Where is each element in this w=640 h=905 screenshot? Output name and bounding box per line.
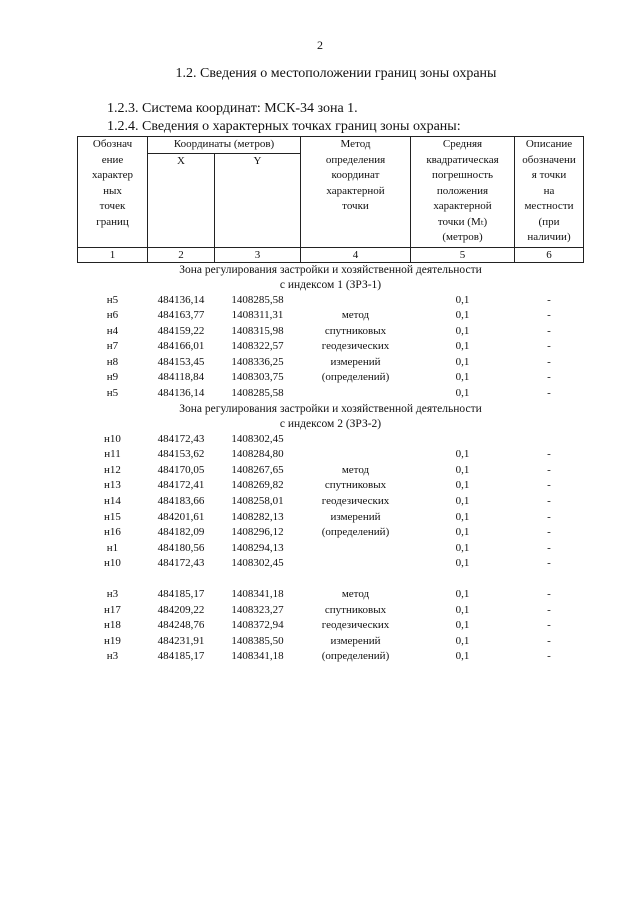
table-row xyxy=(78,386,584,402)
cell-y: 1408311,31 xyxy=(231,309,284,322)
cell-e: 0,1 xyxy=(455,557,470,570)
header-line: характерной xyxy=(326,184,385,197)
cell-m: метод xyxy=(341,309,370,322)
cell-x: 484185,17 xyxy=(157,650,205,663)
cell-m: спутниковых xyxy=(324,479,387,492)
header-line: характерной xyxy=(433,200,492,212)
table-row xyxy=(78,308,584,324)
cell-p: н7 xyxy=(106,340,119,353)
cell-e: 0,1 xyxy=(455,619,470,632)
header-line: определения xyxy=(325,153,386,166)
cell-m xyxy=(301,293,411,309)
header-coordinates: Координаты (метров) xyxy=(148,137,301,154)
cell-p: н1 xyxy=(106,541,119,554)
cell-x: 484209,22 xyxy=(157,603,205,616)
table-row xyxy=(78,478,584,494)
table-row xyxy=(78,432,584,448)
cell-m: метод xyxy=(341,588,370,600)
cell-y: 1408323,27 xyxy=(231,603,284,616)
cell-d: - xyxy=(547,340,551,353)
table-row xyxy=(78,634,584,650)
cell-d: - xyxy=(547,495,551,508)
cell-p: н8 xyxy=(106,355,119,368)
cell-y: 1408341,18 xyxy=(231,650,284,663)
cell-d: - xyxy=(547,448,551,461)
cell-e: 0,1 xyxy=(455,510,470,523)
header-description xyxy=(515,137,584,248)
header-line: координат xyxy=(331,169,380,181)
table-row xyxy=(78,541,584,557)
cell-p: н10 xyxy=(104,557,121,570)
cell-d: - xyxy=(547,541,551,554)
table-row xyxy=(78,293,584,309)
table-row xyxy=(78,494,584,510)
cell-x: 484172,41 xyxy=(157,479,205,492)
boundary-points-table xyxy=(77,136,584,665)
cell-p: н6 xyxy=(106,309,119,322)
header-point-designation xyxy=(78,137,148,248)
table-row xyxy=(78,556,584,572)
cell-p: н5 xyxy=(106,293,119,306)
cell-y: 1408372,94 xyxy=(231,619,284,632)
cell-e: 0,1 xyxy=(455,588,470,600)
zone-title: с индексом 2 (ЗРЗ-2) xyxy=(279,417,382,430)
cell-y: 1408341,18 xyxy=(231,588,284,600)
cell-d: - xyxy=(547,557,551,570)
cell-p: н5 xyxy=(106,387,119,400)
cell-e xyxy=(411,432,515,448)
header-line: на xyxy=(543,184,555,197)
cell-y: 1408294,13 xyxy=(231,541,284,554)
table-row xyxy=(78,618,584,634)
column-number: 3 xyxy=(215,247,301,262)
cell-p: н18 xyxy=(104,619,121,632)
cell-x: 484180,56 xyxy=(157,541,205,554)
column-number: 6 xyxy=(515,247,584,262)
header-line: ение xyxy=(101,153,124,166)
cell-e: 0,1 xyxy=(455,340,470,353)
cell-e: 0,1 xyxy=(455,293,470,306)
page-number: 2 xyxy=(317,38,323,52)
cell-p: н12 xyxy=(104,463,121,476)
cell-d: - xyxy=(547,619,551,632)
cell-d: - xyxy=(547,479,551,492)
cell-e: 0,1 xyxy=(455,541,470,554)
cell-y: 1408315,98 xyxy=(231,324,284,337)
cell-p: н15 xyxy=(104,510,121,523)
cell-y: 1408385,50 xyxy=(231,634,284,647)
cell-d: - xyxy=(547,309,551,322)
cell-p: н17 xyxy=(104,603,121,616)
cell-e: 0,1 xyxy=(455,479,470,492)
cell-m: метод xyxy=(341,463,370,476)
cell-d: - xyxy=(547,463,551,476)
cell-y: 1408267,65 xyxy=(231,463,284,476)
table-row xyxy=(78,447,584,463)
cell-p: н13 xyxy=(104,479,121,492)
section-title: 1.2. Сведения о местоположении границ зоны охраны xyxy=(175,66,497,81)
cell-x: 484231,91 xyxy=(157,634,205,647)
cell-e: 0,1 xyxy=(455,650,470,663)
cell-m: (определений) xyxy=(321,371,390,384)
table-row xyxy=(78,510,584,526)
cell-x: 484183,66 xyxy=(157,495,205,508)
cell-p: н3 xyxy=(106,588,119,600)
header-line: Описание xyxy=(525,138,573,150)
cell-y: 1408322,57 xyxy=(231,340,284,353)
header-line: характер xyxy=(91,169,133,181)
cell-m xyxy=(301,432,411,448)
cell-x: 484136,14 xyxy=(157,387,205,400)
cell-m: геодезических xyxy=(321,619,390,632)
cell-y: 1408282,13 xyxy=(231,510,284,523)
cell-y: 1408269,82 xyxy=(231,479,284,492)
cell-m: измерений xyxy=(330,510,381,523)
cell-d: - xyxy=(547,387,551,400)
header-line: точек xyxy=(99,200,126,212)
cell-y: 1408336,25 xyxy=(231,355,284,368)
cell-e: 0,1 xyxy=(455,355,470,368)
cell-x: 484159,22 xyxy=(157,324,205,337)
header-line: (метров) xyxy=(442,231,483,243)
cell-x: 484185,17 xyxy=(157,588,205,600)
cell-p: н14 xyxy=(104,495,121,508)
zone-title: с индексом 1 (ЗРЗ-1) xyxy=(279,278,382,291)
cell-p: н19 xyxy=(104,634,121,647)
table-row xyxy=(78,370,584,386)
cell-m: спутниковых xyxy=(324,603,387,616)
cell-e: 0,1 xyxy=(455,603,470,616)
cell-x: 484136,14 xyxy=(157,293,205,306)
cell-m: (определений) xyxy=(321,650,390,663)
cell-e: 0,1 xyxy=(455,371,470,384)
cell-e: 0,1 xyxy=(455,526,470,539)
cell-d xyxy=(515,432,584,448)
cell-x: 484248,76 xyxy=(157,619,205,632)
cell-e: 0,1 xyxy=(455,324,470,337)
column-number: 5 xyxy=(411,247,515,262)
header-line: ных xyxy=(103,184,122,197)
cell-e: 0,1 xyxy=(455,463,470,476)
cell-x: 484182,09 xyxy=(157,526,205,539)
cell-x: 484118,84 xyxy=(157,371,205,384)
header-line: (при xyxy=(538,215,560,228)
header-accuracy xyxy=(411,137,515,248)
cell-y: 1408284,80 xyxy=(231,448,284,461)
cell-d: - xyxy=(547,324,551,337)
coordinate-system-line: 1.2.3. Система координат: МСК-34 зона 1. xyxy=(107,101,358,116)
points-info-line: 1.2.4. Сведения о характерных точках границ зоны охраны: xyxy=(107,119,461,134)
cell-d: - xyxy=(547,371,551,384)
cell-m xyxy=(301,386,411,402)
header-line: я точки xyxy=(531,169,567,181)
cell-y: 1408303,75 xyxy=(231,371,284,384)
cell-d: - xyxy=(547,293,551,306)
header-line: Метод xyxy=(340,138,371,150)
cell-y: 1408258,01 xyxy=(231,495,284,508)
cell-p: н16 xyxy=(104,526,121,539)
cell-m xyxy=(301,541,411,557)
cell-m: спутниковых xyxy=(324,324,387,337)
cell-y: 1408285,58 xyxy=(231,293,284,306)
cell-d: - xyxy=(547,526,551,539)
cell-m xyxy=(301,556,411,572)
cell-d: - xyxy=(547,588,551,600)
header-line: погрешность xyxy=(431,169,494,181)
zone-title: Зона регулирования застройки и хозяйственной деятельности xyxy=(179,402,482,415)
table-row xyxy=(78,324,584,340)
table-row xyxy=(78,355,584,371)
cell-y: 1408285,58 xyxy=(231,387,284,400)
cell-y: 1408296,12 xyxy=(231,526,284,539)
cell-m: геодезических xyxy=(321,340,390,353)
header-method xyxy=(301,137,411,248)
header-line: точки xyxy=(342,200,369,212)
cell-x: 484166,01 xyxy=(157,340,205,353)
header-line: Обознач xyxy=(92,138,133,150)
table-row xyxy=(78,649,584,665)
zone-title: Зона регулирования застройки и хозяйственной деятельности xyxy=(179,263,482,276)
cell-p: н11 xyxy=(104,448,121,461)
table-row xyxy=(78,525,584,541)
cell-m xyxy=(301,447,411,463)
cell-m: измерений xyxy=(330,634,381,647)
cell-d: - xyxy=(547,603,551,616)
cell-m: измерений xyxy=(330,355,381,368)
cell-x: 484153,45 xyxy=(157,355,205,368)
table-row xyxy=(78,339,584,355)
cell-p: н4 xyxy=(106,324,119,337)
header-line: точки (Mₜ) xyxy=(437,215,488,228)
cell-x: 484170,05 xyxy=(157,463,205,476)
header-line: положения xyxy=(436,184,489,197)
header-x: X xyxy=(148,153,215,247)
column-number: 1 xyxy=(78,247,148,262)
table-row xyxy=(78,463,584,479)
header-line: обозначени xyxy=(522,153,576,166)
cell-e: 0,1 xyxy=(455,387,470,400)
table-row xyxy=(78,587,584,603)
cell-e: 0,1 xyxy=(455,634,470,647)
cell-x: 484163,77 xyxy=(157,309,205,322)
cell-p: н3 xyxy=(106,650,119,663)
cell-e: 0,1 xyxy=(455,448,470,461)
cell-x: 484153,62 xyxy=(157,448,205,461)
cell-p: н10 xyxy=(104,432,121,445)
header-line: границ xyxy=(96,215,129,228)
header-y: Y xyxy=(215,153,301,247)
header-line: квадратическая xyxy=(426,153,499,166)
header-line: наличии) xyxy=(527,231,571,243)
cell-p: н9 xyxy=(106,371,119,384)
cell-d: - xyxy=(547,355,551,368)
cell-d: - xyxy=(547,634,551,647)
cell-y: 1408302,45 xyxy=(231,432,284,445)
cell-m: (определений) xyxy=(321,526,390,539)
cell-x: 484201,61 xyxy=(157,510,205,523)
cell-x: 484172,43 xyxy=(157,557,205,570)
header-line: Средняя xyxy=(442,138,483,150)
cell-e: 0,1 xyxy=(455,309,470,322)
table-row xyxy=(78,603,584,619)
cell-x: 484172,43 xyxy=(157,432,205,445)
cell-m: геодезических xyxy=(321,495,390,508)
column-number: 4 xyxy=(301,247,411,262)
cell-e: 0,1 xyxy=(455,495,470,508)
cell-d: - xyxy=(547,650,551,663)
cell-y: 1408302,45 xyxy=(231,557,284,570)
header-line: местности xyxy=(524,200,574,212)
cell-d: - xyxy=(547,510,551,523)
column-number: 2 xyxy=(148,247,215,262)
